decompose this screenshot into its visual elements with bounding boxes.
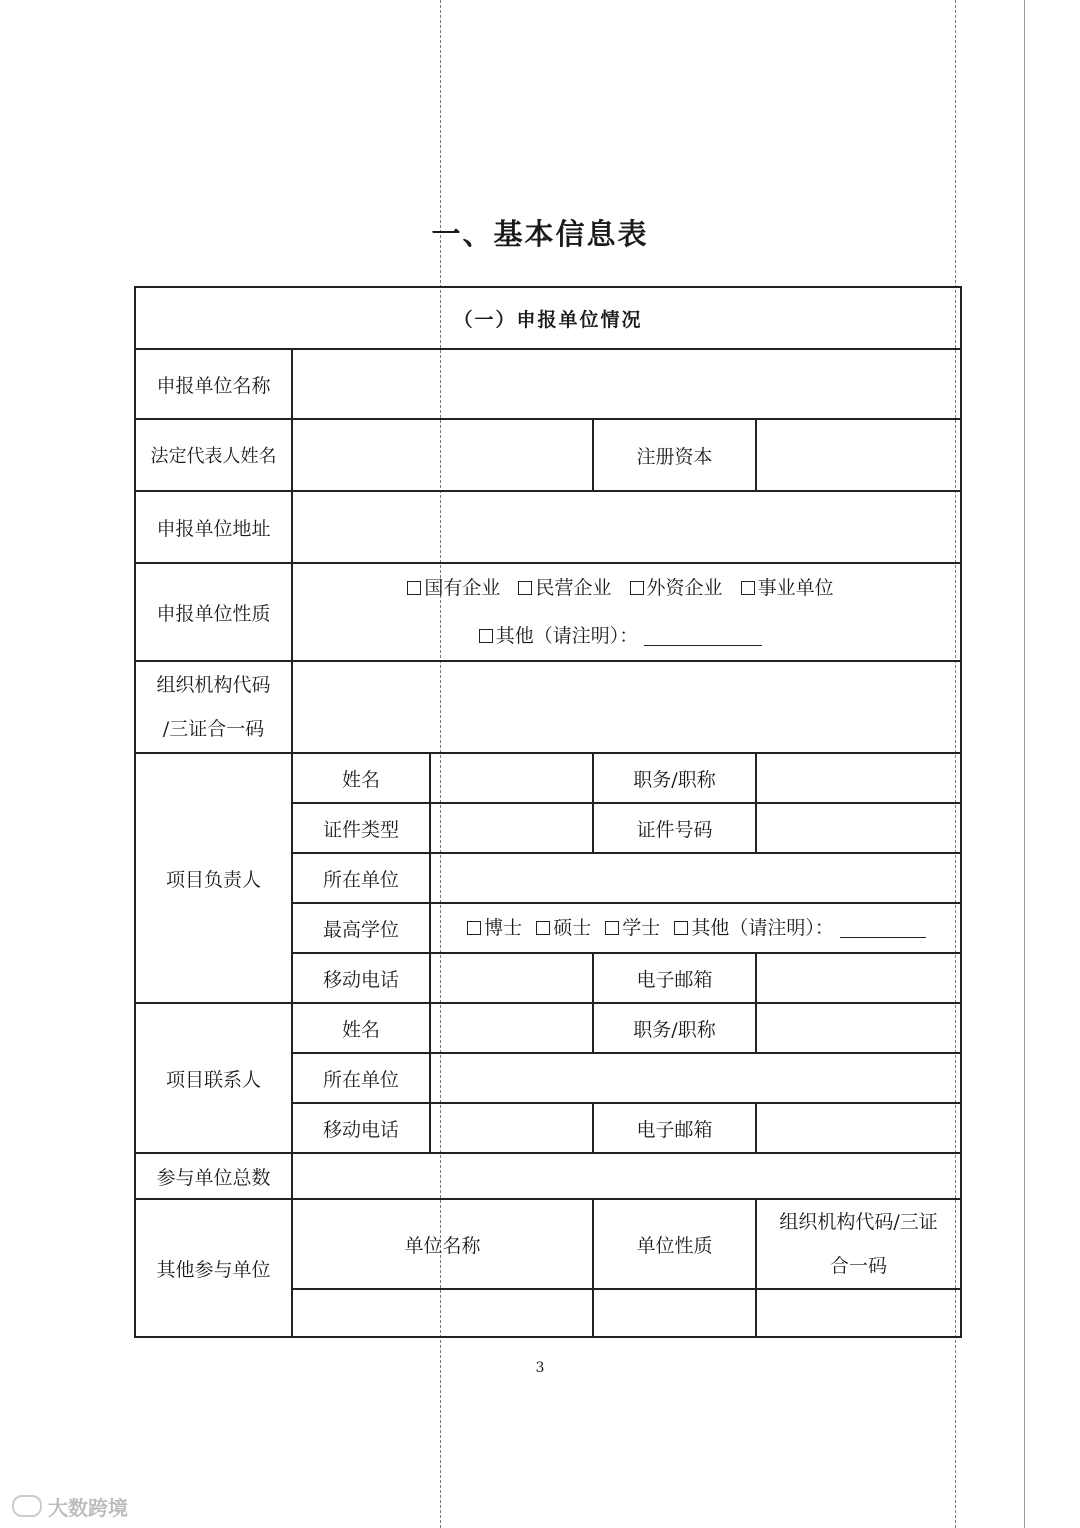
checkbox-icon (407, 581, 421, 595)
participant-unit-name-field[interactable] (292, 1289, 593, 1337)
basic-info-table (134, 286, 962, 1338)
nature-option-state[interactable]: 国有企业 (407, 577, 500, 599)
checkbox-icon (630, 581, 644, 595)
leader-id-type-field[interactable] (430, 803, 593, 853)
contact-title-label: 职务/职称 (593, 1003, 756, 1053)
other-participants-label: 其他参与单位 (135, 1199, 292, 1337)
contact-mobile-label: 移动电话 (292, 1103, 430, 1153)
contact-name-field[interactable] (430, 1003, 593, 1053)
col-unit-nature: 单位性质 (593, 1199, 756, 1289)
leader-id-type-label: 证件类型 (292, 803, 430, 853)
nature-options (292, 563, 961, 661)
leader-name-label: 姓名 (292, 753, 430, 803)
section-header: （一）申报单位情况 (135, 287, 961, 349)
project-contact-label: 项目联系人 (135, 1003, 292, 1153)
leader-id-number-field[interactable] (756, 803, 961, 853)
applicant-name-label: 申报单位名称 (135, 349, 292, 419)
watermark-logo-icon (12, 1495, 42, 1517)
col-unit-name: 单位名称 (292, 1199, 593, 1289)
nature-other-blank[interactable] (644, 627, 762, 646)
applicant-name-field[interactable] (292, 349, 961, 419)
degree-other-blank[interactable] (840, 919, 926, 938)
participant-unit-nature-field[interactable] (593, 1289, 756, 1337)
project-leader-label: 项目负责人 (135, 753, 292, 1003)
legal-rep-field[interactable] (292, 419, 593, 491)
leader-degree-label: 最高学位 (292, 903, 430, 953)
org-code-label: 组织机构代码 /三证合一码 (135, 661, 292, 753)
contact-unit-label: 所在单位 (292, 1053, 430, 1103)
leader-email-label: 电子邮箱 (593, 953, 756, 1003)
checkbox-icon (518, 581, 532, 595)
contact-name-label: 姓名 (292, 1003, 430, 1053)
participant-org-code-field[interactable] (756, 1289, 961, 1337)
participants-total-label: 参与单位总数 (135, 1153, 292, 1199)
degree-option-master[interactable]: 硕士 (536, 917, 591, 939)
page-title: 一、基本信息表 (431, 217, 649, 251)
legal-rep-label: 法定代表人姓名 (135, 419, 292, 491)
registered-capital-field[interactable] (756, 419, 961, 491)
checkbox-icon (479, 629, 493, 643)
nature-option-institution[interactable]: 事业单位 (741, 577, 834, 599)
checkbox-icon (674, 921, 688, 935)
participants-total-field[interactable] (292, 1153, 961, 1199)
leader-title-label: 职务/职称 (593, 753, 756, 803)
checkbox-icon (467, 921, 481, 935)
leader-degree-options (430, 903, 961, 953)
nature-option-private[interactable]: 民营企业 (518, 577, 611, 599)
degree-option-other[interactable]: 其他（请注明）： (674, 917, 926, 939)
checkbox-icon (741, 581, 755, 595)
checkbox-icon (605, 921, 619, 935)
leader-name-field[interactable] (430, 753, 593, 803)
applicant-address-field[interactable] (292, 491, 961, 563)
nature-option-foreign[interactable]: 外资企业 (630, 577, 723, 599)
leader-title-field[interactable] (756, 753, 961, 803)
contact-unit-field[interactable] (430, 1053, 961, 1103)
leader-email-field[interactable] (756, 953, 961, 1003)
watermark: 大数跨境 (12, 1492, 128, 1521)
checkbox-icon (536, 921, 550, 935)
leader-mobile-label: 移动电话 (292, 953, 430, 1003)
applicant-address-label: 申报单位地址 (135, 491, 292, 563)
degree-option-bachelor[interactable]: 学士 (605, 917, 660, 939)
contact-mobile-field[interactable] (430, 1103, 593, 1153)
nature-option-other[interactable]: 其他（请注明）： (479, 625, 763, 647)
col-org-code: 组织机构代码/三证 合一码 (756, 1199, 961, 1289)
page-number: 3 (535, 1360, 545, 1376)
contact-email-label: 电子邮箱 (593, 1103, 756, 1153)
degree-option-phd[interactable]: 博士 (467, 917, 522, 939)
contact-email-field[interactable] (756, 1103, 961, 1153)
leader-unit-field[interactable] (430, 853, 961, 903)
contact-title-field[interactable] (756, 1003, 961, 1053)
leader-id-number-label: 证件号码 (593, 803, 756, 853)
leader-unit-label: 所在单位 (292, 853, 430, 903)
registered-capital-label: 注册资本 (593, 419, 756, 491)
org-code-field[interactable] (292, 661, 961, 753)
leader-mobile-field[interactable] (430, 953, 593, 1003)
nature-label: 申报单位性质 (135, 563, 292, 661)
